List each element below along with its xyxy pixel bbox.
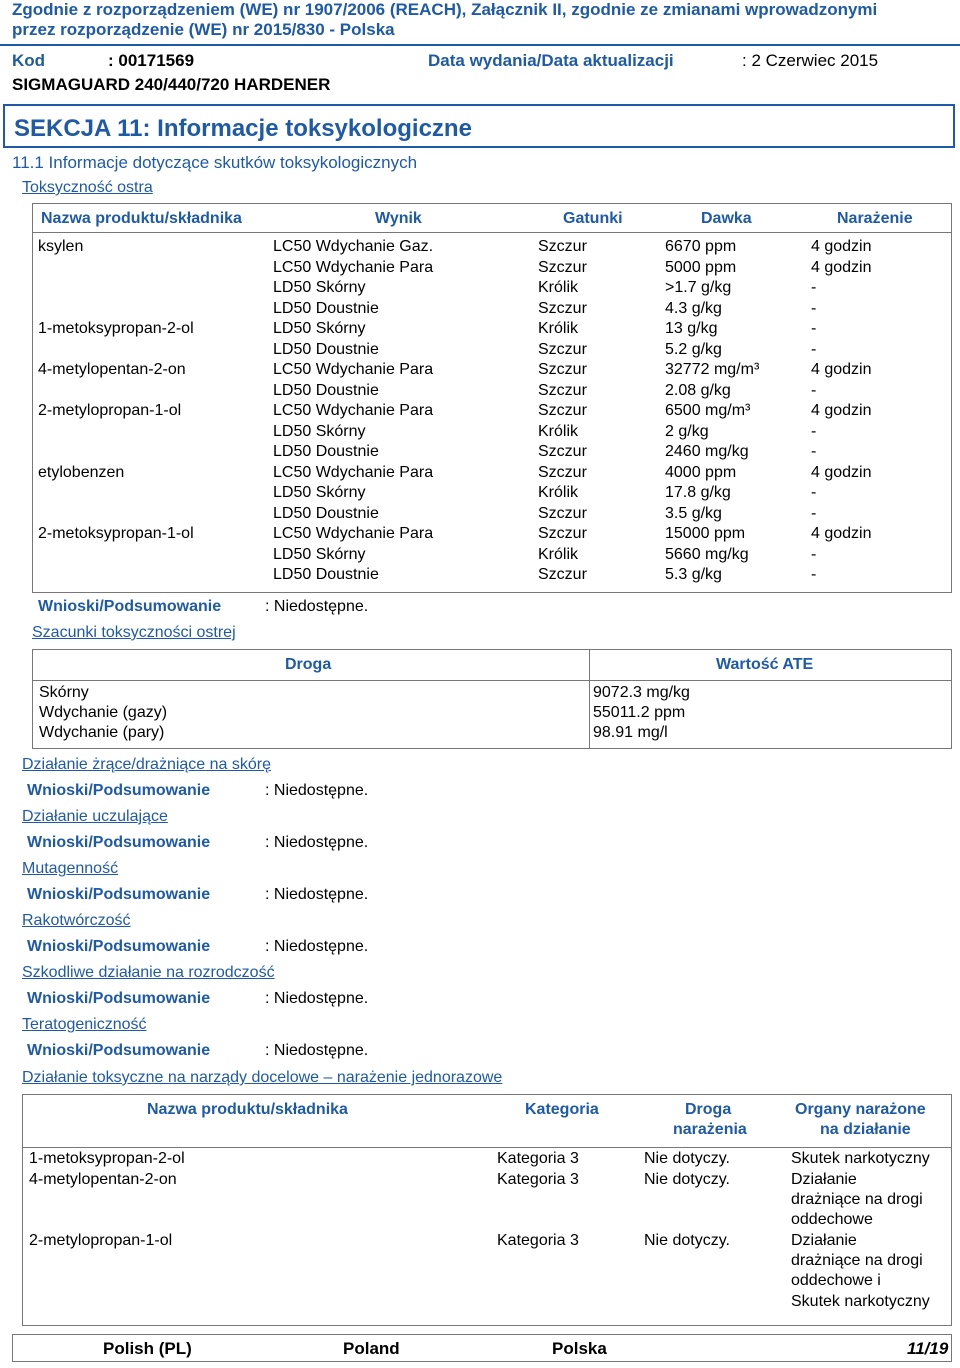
ate-value-2: 98.91 mg/l bbox=[593, 724, 668, 741]
stot-col-route-1: Droga bbox=[685, 1101, 732, 1118]
acute-cell-species: Szczur bbox=[538, 299, 587, 317]
acute-cell-dose: 15000 ppm bbox=[665, 525, 746, 542]
acute-cell-dose: 2.08 g/kg bbox=[665, 381, 731, 399]
stot-organ-0-0: Skutek narkotyczny bbox=[791, 1150, 930, 1167]
acute-cell-exposure: - bbox=[811, 320, 817, 337]
header-divider bbox=[0, 44, 960, 46]
acute-cell-result: LC50 Wdychanie Para bbox=[273, 402, 434, 419]
acute-table-row bbox=[33, 423, 951, 444]
acute-table-row bbox=[33, 525, 951, 546]
acute-cell-name: etylobenzen bbox=[38, 463, 125, 481]
ate-value-0: 9072.3 mg/kg bbox=[593, 684, 690, 701]
acute-cell-species: Królik bbox=[538, 279, 579, 296]
acute-cell-dose: 4.3 g/kg bbox=[665, 299, 722, 317]
effect-heading-teratogenicity: Teratogeniczność bbox=[22, 1016, 147, 1033]
acute-cell-dose: 5660 mg/kg bbox=[665, 545, 749, 563]
regulation-line-2: przez rozporządzenie (WE) nr 2015/830 - Polska bbox=[12, 20, 395, 39]
acute-table-row bbox=[33, 402, 951, 423]
effect-value-sensitization: : Niedostępne. bbox=[265, 834, 369, 851]
stot-organ-2-2: oddechowe i bbox=[791, 1272, 881, 1289]
col-result: Wynik bbox=[375, 210, 422, 227]
ate-value-1: 55011.2 ppm bbox=[593, 704, 686, 721]
acute-table-row bbox=[33, 259, 951, 280]
acute-cell-dose: 5000 ppm bbox=[665, 258, 737, 276]
stot-organ-2-1: drażniące na drogi bbox=[791, 1252, 923, 1269]
date-value: : 2 Czerwiec 2015 bbox=[742, 51, 879, 70]
stot-col-route-2: narażenia bbox=[673, 1121, 747, 1138]
acute-table-row bbox=[33, 382, 951, 403]
acute-cell-species: Szczur bbox=[538, 402, 587, 419]
footer-language: Polish (PL) bbox=[103, 1339, 192, 1358]
acute-cell-species: Szczur bbox=[538, 463, 587, 481]
acute-cell-exposure: - bbox=[811, 340, 817, 358]
ate-col-route: Droga bbox=[285, 656, 332, 673]
acute-cell-exposure: - bbox=[811, 381, 817, 399]
acute-cell-dose: >1.7 g/kg bbox=[665, 279, 732, 296]
acute-cell-result: LC50 Wdychanie Para bbox=[273, 258, 434, 276]
col-dose: Dawka bbox=[701, 210, 752, 227]
ate-table bbox=[32, 649, 952, 749]
effect-label-mutagenicity: Wnioski/Podsumowanie bbox=[27, 886, 211, 903]
col-species: Gatunki bbox=[563, 210, 623, 227]
acute-cell-exposure: 4 godzin bbox=[811, 238, 872, 255]
acute-cell-exposure: - bbox=[811, 484, 817, 501]
ate-heading: Szacunki toksyczności ostrej bbox=[32, 624, 236, 641]
acute-table-row bbox=[33, 484, 951, 505]
acute-cell-result: LD50 Doustnie bbox=[273, 443, 379, 460]
section-title: SEKCJA 11: Informacje toksykologiczne bbox=[14, 115, 472, 142]
acute-cell-dose: 5.3 g/kg bbox=[665, 566, 722, 583]
acute-table-row bbox=[33, 361, 951, 382]
acute-toxicity-heading: Toksyczność ostra bbox=[22, 179, 153, 196]
acute-cell-result: LD50 Skórny bbox=[273, 320, 366, 337]
footer-page-number: 11/19 bbox=[907, 1339, 949, 1358]
effect-label-sensitization: Wnioski/Podsumowanie bbox=[27, 834, 211, 851]
effect-label-skin: Wnioski/Podsumowanie bbox=[27, 782, 211, 799]
subsection-title: 11.1 Informacje dotyczące skutków toksykologicznych bbox=[12, 153, 418, 172]
acute-cell-species: Szczur bbox=[538, 504, 587, 522]
effect-value-mutagenicity: : Niedostępne. bbox=[265, 886, 369, 903]
acute-table-row bbox=[33, 464, 951, 485]
effect-heading-skin: Działanie żrące/drażniące na skórę bbox=[22, 756, 272, 773]
stot-name-2: 2-metylopropan-1-ol bbox=[29, 1232, 173, 1249]
acute-cell-species: Szczur bbox=[538, 258, 587, 276]
date-label: Data wydania/Data aktualizacji bbox=[428, 51, 674, 70]
acute-cell-exposure: 4 godzin bbox=[811, 361, 872, 378]
acute-cell-name: 2-metoksypropan-1-ol bbox=[38, 525, 194, 542]
acute-cell-result: LD50 Doustnie bbox=[273, 340, 379, 358]
footer-country: Poland bbox=[343, 1339, 400, 1358]
stot-col-name: Nazwa produktu/składnika bbox=[147, 1101, 348, 1118]
acute-cell-exposure: - bbox=[811, 566, 817, 583]
acute-cell-exposure: - bbox=[811, 443, 817, 460]
product-name: SIGMAGUARD 240/440/720 HARDENER bbox=[12, 75, 331, 94]
section-title-box bbox=[3, 104, 955, 148]
acute-cell-dose: 32772 mg/m³ bbox=[665, 361, 760, 378]
acute-table-row bbox=[33, 566, 951, 587]
acute-cell-dose: 4000 ppm bbox=[665, 463, 737, 481]
kod-label: Kod bbox=[12, 51, 46, 70]
acute-cell-exposure: - bbox=[811, 422, 817, 440]
acute-cell-result: LD50 Doustnie bbox=[273, 381, 379, 399]
effect-label-reproductive: Wnioski/Podsumowanie bbox=[27, 990, 211, 1007]
stot-organ-1-1: drażniące na drogi bbox=[791, 1191, 923, 1208]
acute-cell-result: LC50 Wdychanie Para bbox=[273, 525, 434, 542]
stot-heading: Działanie toksyczne na narządy docelowe – narażenie jednorazowe bbox=[22, 1069, 503, 1086]
acute-cell-species: Królik bbox=[538, 422, 579, 440]
acute-cell-species: Królik bbox=[538, 320, 579, 337]
stot-col-category: Kategoria bbox=[525, 1101, 599, 1118]
acute-table-row bbox=[33, 320, 951, 341]
acute-table-body bbox=[32, 233, 952, 593]
acute-cell-exposure: 4 godzin bbox=[811, 463, 872, 481]
acute-cell-dose: 17.8 g/kg bbox=[665, 484, 731, 501]
acute-table-row bbox=[33, 443, 951, 464]
acute-cell-species: Królik bbox=[538, 545, 579, 563]
acute-cell-result: LD50 Doustnie bbox=[273, 299, 379, 317]
acute-table-row bbox=[33, 341, 951, 362]
acute-cell-result: LD50 Skórny bbox=[273, 484, 366, 501]
acute-cell-species: Szczur bbox=[538, 443, 587, 460]
stot-category-2: Kategoria 3 bbox=[497, 1232, 579, 1249]
acute-cell-result: LD50 Doustnie bbox=[273, 566, 379, 583]
acute-table-row bbox=[33, 300, 951, 321]
acute-cell-dose: 2460 mg/kg bbox=[665, 443, 749, 460]
effect-value-teratogenicity: : Niedostępne. bbox=[265, 1042, 369, 1059]
acute-cell-dose: 6500 mg/m³ bbox=[665, 402, 751, 419]
acute-table-header bbox=[32, 203, 952, 233]
effect-heading-sensitization: Działanie uczulające bbox=[22, 808, 168, 825]
effect-label-teratogenicity: Wnioski/Podsumowanie bbox=[27, 1042, 211, 1059]
acute-cell-dose: 3.5 g/kg bbox=[665, 504, 722, 522]
acute-cell-exposure: 4 godzin bbox=[811, 525, 872, 542]
acute-cell-exposure: - bbox=[811, 299, 817, 317]
acute-cell-species: Szczur bbox=[538, 525, 587, 542]
acute-cell-exposure: 4 godzin bbox=[811, 258, 872, 276]
stot-category-0: Kategoria 3 bbox=[497, 1150, 579, 1167]
stot-category-1: Kategoria 3 bbox=[497, 1171, 579, 1188]
acute-cell-exposure: - bbox=[811, 279, 817, 296]
acute-cell-species: Szczur bbox=[538, 566, 587, 583]
kod-value: : 00171569 bbox=[108, 51, 195, 70]
effect-heading-reproductive: Szkodliwe działanie na rozrodczość bbox=[22, 964, 275, 981]
effect-heading-mutagenicity: Mutagenność bbox=[22, 860, 119, 877]
effect-value-reproductive: : Niedostępne. bbox=[265, 990, 369, 1007]
col-exposure: Narażenie bbox=[837, 210, 913, 227]
effect-value-carcinogenicity: : Niedostępne. bbox=[265, 938, 369, 955]
effect-heading-carcinogenicity: Rakotwórczość bbox=[22, 912, 131, 929]
acute-cell-exposure: - bbox=[811, 504, 817, 522]
acute-cell-name: 2-metylopropan-1-ol bbox=[38, 402, 182, 419]
stot-route-0: Nie dotyczy. bbox=[644, 1150, 730, 1167]
effect-label-carcinogenicity: Wnioski/Podsumowanie bbox=[27, 938, 211, 955]
stot-col-organs-1: Organy narażone bbox=[795, 1101, 926, 1118]
stot-organ-2-3: Skutek narkotyczny bbox=[791, 1293, 930, 1310]
acute-cell-dose: 5.2 g/kg bbox=[665, 340, 722, 358]
acute-conclusion-value: : Niedostępne. bbox=[265, 598, 369, 615]
acute-table-row bbox=[33, 279, 951, 300]
acute-cell-result: LD50 Skórny bbox=[273, 279, 366, 296]
stot-col-organs-2: na działanie bbox=[820, 1121, 911, 1138]
acute-cell-result: LD50 Skórny bbox=[273, 545, 366, 563]
ate-route-0: Skórny bbox=[39, 684, 89, 701]
acute-cell-result: LC50 Wdychanie Gaz. bbox=[273, 238, 434, 255]
effect-value-skin: : Niedostępne. bbox=[265, 782, 369, 799]
acute-table-row bbox=[33, 546, 951, 567]
acute-cell-result: LC50 Wdychanie Para bbox=[273, 361, 434, 378]
stot-organ-1-0: Działanie bbox=[791, 1171, 857, 1188]
stot-name-1: 4-metylopentan-2-on bbox=[29, 1171, 177, 1188]
acute-table-row bbox=[33, 238, 951, 259]
acute-table-row bbox=[33, 505, 951, 526]
acute-cell-dose: 13 g/kg bbox=[665, 320, 718, 337]
acute-cell-dose: 2 g/kg bbox=[665, 422, 709, 440]
stot-organ-1-2: oddechowe bbox=[791, 1211, 873, 1228]
acute-cell-result: LD50 Doustnie bbox=[273, 504, 379, 522]
stot-table bbox=[22, 1094, 952, 1326]
acute-cell-result: LC50 Wdychanie Para bbox=[273, 463, 434, 481]
acute-cell-species: Szczur bbox=[538, 361, 587, 378]
acute-conclusion-label: Wnioski/Podsumowanie bbox=[38, 598, 222, 615]
stot-name-0: 1-metoksypropan-2-ol bbox=[29, 1150, 185, 1167]
acute-cell-exposure: - bbox=[811, 545, 817, 563]
page-footer bbox=[12, 1334, 952, 1362]
acute-cell-dose: 6670 ppm bbox=[665, 238, 737, 255]
acute-cell-name: 1-metoksypropan-2-ol bbox=[38, 320, 194, 337]
stot-route-2: Nie dotyczy. bbox=[644, 1232, 730, 1249]
stot-organ-2-0: Działanie bbox=[791, 1232, 857, 1249]
col-product: Nazwa produktu/składnika bbox=[41, 210, 242, 227]
acute-cell-species: Szczur bbox=[538, 340, 587, 358]
acute-cell-name: 4-metylopentan-2-on bbox=[38, 361, 186, 378]
regulation-line-1: Zgodnie z rozporządzeniem (WE) nr 1907/2006 (REACH), Załącznik II, zgodnie ze zmianami wprowadzonymi bbox=[12, 0, 878, 19]
acute-cell-species: Szczur bbox=[538, 381, 587, 399]
ate-route-1: Wdychanie (gazy) bbox=[39, 704, 168, 721]
acute-cell-exposure: 4 godzin bbox=[811, 402, 872, 419]
ate-route-2: Wdychanie (pary) bbox=[39, 724, 165, 741]
ate-col-value: Wartość ATE bbox=[716, 656, 814, 673]
acute-cell-species: Szczur bbox=[538, 238, 587, 255]
acute-cell-species: Królik bbox=[538, 484, 579, 501]
acute-cell-result: LD50 Skórny bbox=[273, 422, 366, 440]
stot-route-1: Nie dotyczy. bbox=[644, 1171, 730, 1188]
footer-language-local: Polska bbox=[552, 1339, 607, 1358]
acute-cell-name: ksylen bbox=[38, 238, 84, 255]
